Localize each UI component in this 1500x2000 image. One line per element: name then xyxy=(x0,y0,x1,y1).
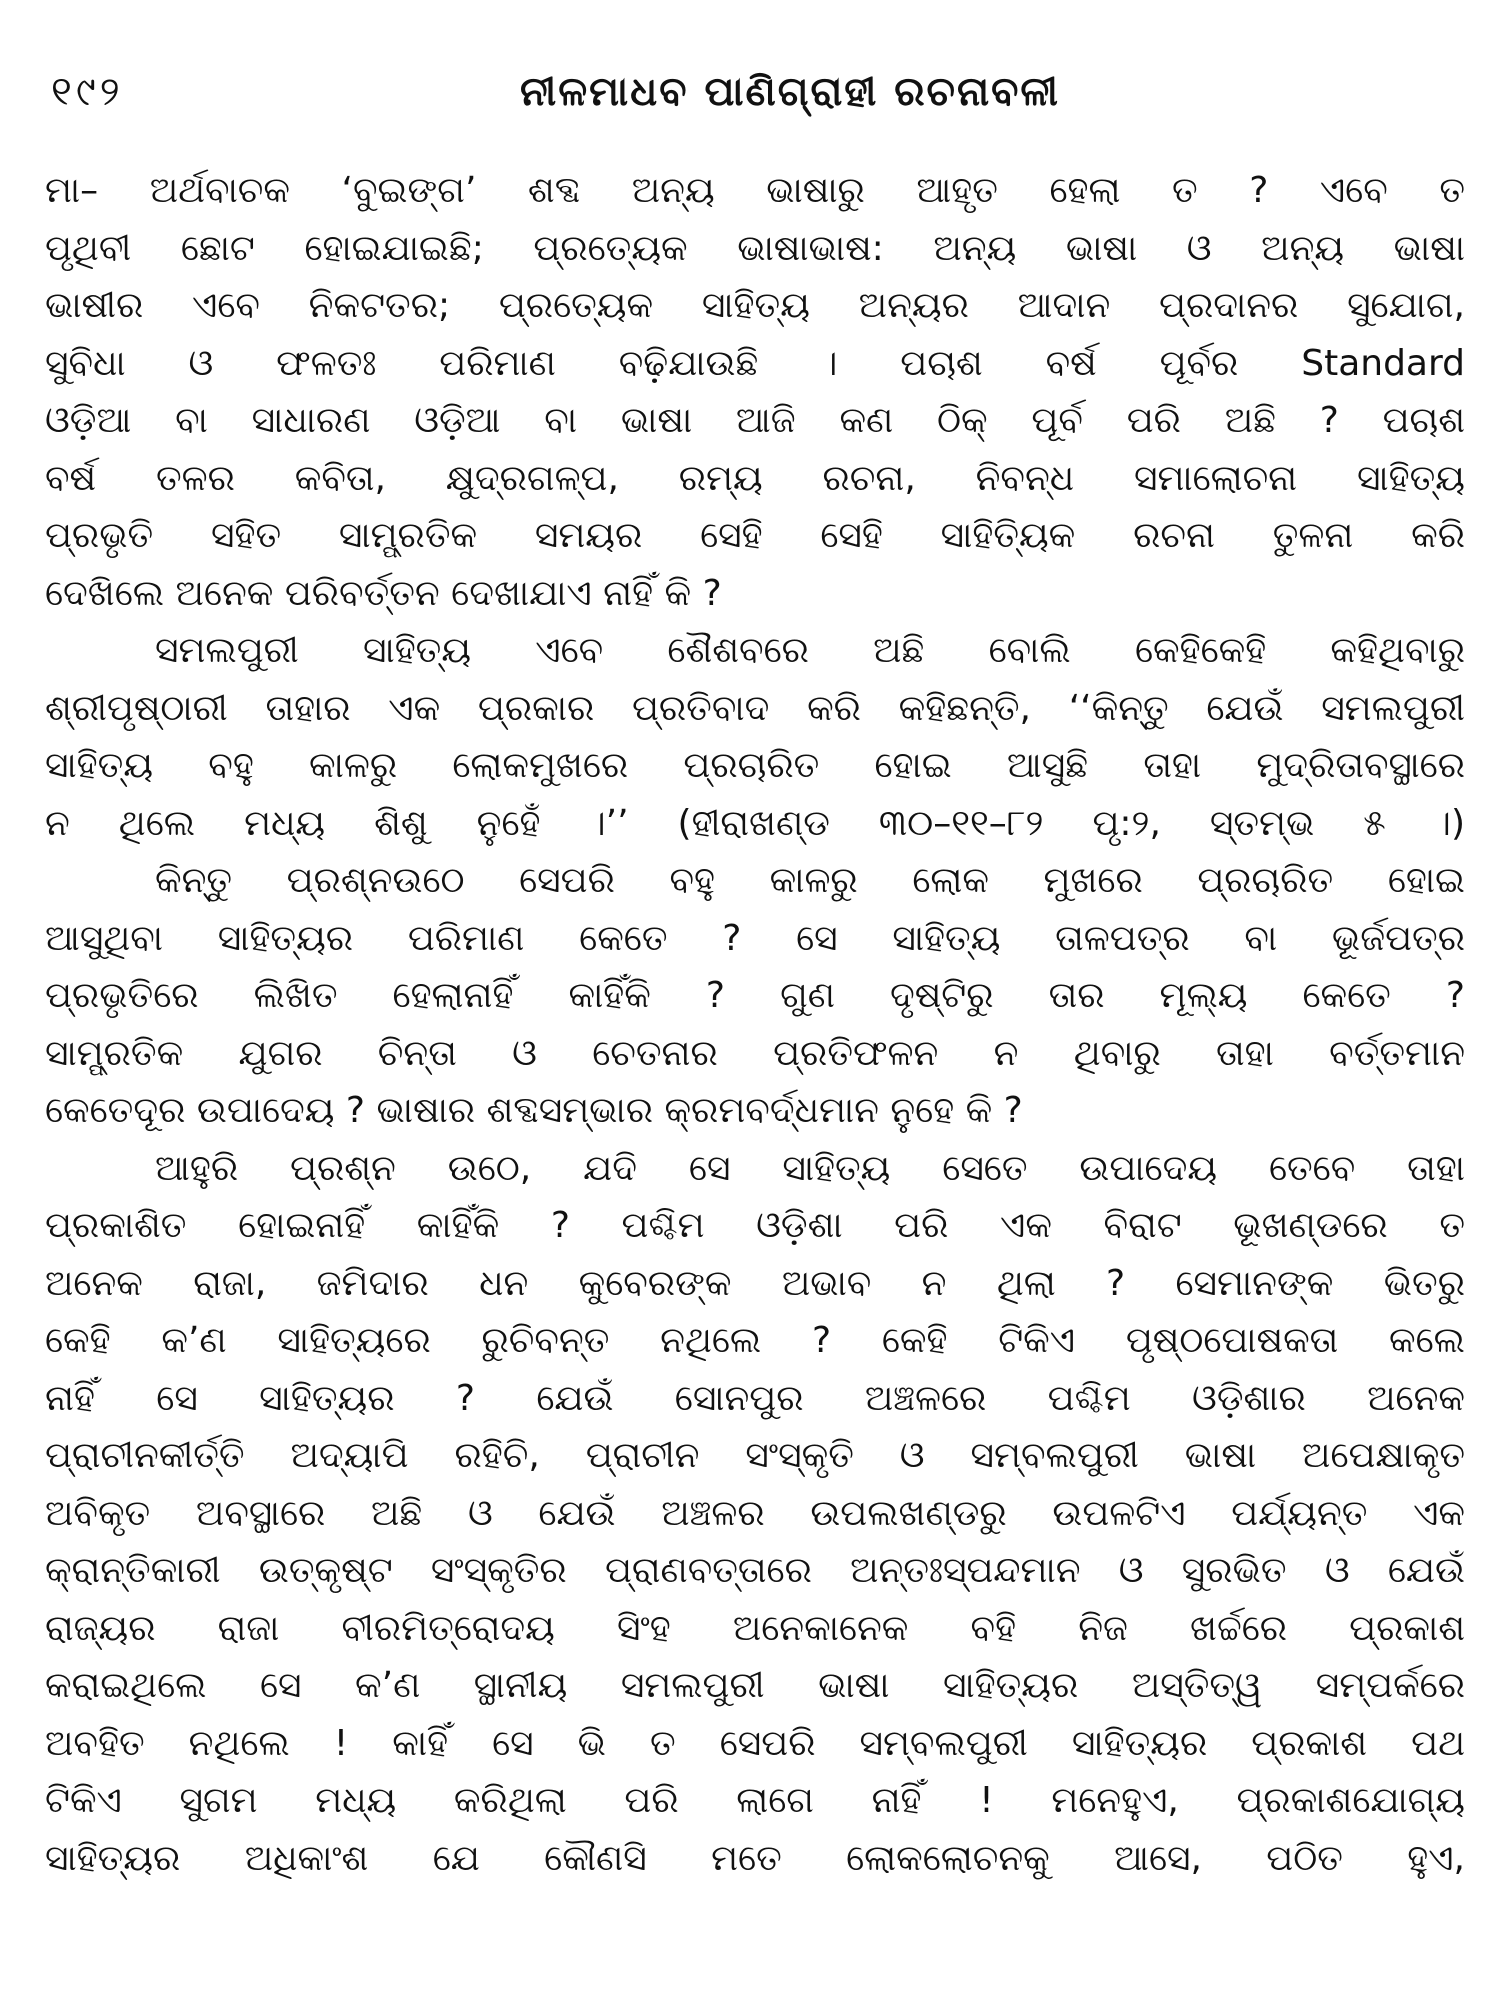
text-line: ଆହୁରି ପ୍ରଶ୍ନ ଉଠେ, ଯଦି ସେ ସାହିତ୍ୟ ସେତେ ଉପାଦେୟ ତେବେ ତାହା xyxy=(155,1147,1465,1189)
text-line: ନାହିଁ ସେ ସାହିତ୍ୟର ? ଯେଉଁ ସୋନପୁର ଅଞ୍ଚଳରେ ପଶ୍ଚିମ ଓଡ଼ିଶାର ଅନେକ xyxy=(45,1377,1465,1419)
text-line: ଟିକିଏ ସୁଗମ ମଧ୍ୟ କରିଥିଲା ପରି ଲାଗେ ନାହିଁ ! ମନେହୁଏ, ପ୍ରକାଶଯୋଗ୍ୟ xyxy=(45,1780,1465,1821)
running-title: ନୀଳମାଧବ ପାଣିଗ୍ରାହୀ ରଚନାବଳୀ xyxy=(519,69,1061,115)
text-line: ସାହିତ୍ୟର ଅଧିକାଂଶ ଯେ କୌଣସି ମତେ ଲୋକଲୋଚନକୁ ଆସେ, ପଠିତ ହୁଏ, xyxy=(45,1837,1465,1879)
text-line: ଭାଷୀର ଏବେ ନିକଟତର; ପ୍ରତ୍ୟେକ ସାହିତ୍ୟ ଅନ୍ୟର ଆଦାନ ପ୍ରଦାନର ସୁଯୋଗ, xyxy=(45,285,1465,326)
text-line: ବର୍ଷ ତଳର କବିତା, କ୍ଷୁଦ୍ରଗଳ୍ପ, ରମ୍ୟ ରଚନା, ନିବନ୍ଧ ସମାଲୋଚନା ସାହିତ୍ୟ xyxy=(45,457,1465,499)
paragraph-3 xyxy=(45,852,1465,1140)
text-line: ଦେଖିଲେ ଅନେକ ପରିବର୍ତ୍ତନ ଦେଖାଯାଏ ନାହିଁ କି ? xyxy=(45,572,722,614)
text-line: ନ ଥିଲେ ମଧ୍ୟ ଶିଶୁ ନୁହେଁ ।’’ (ହୀରାଖଣ୍ଡ ୩୦–୧୧–୮୨ ପୃ:୨, ସ୍ତମ୍ଭ ୫ ।) xyxy=(45,802,1465,844)
text-line: କରାଇଥିଲେ ସେ କ’ଣ ସ୍ଥାନୀୟ ସମଲପୁରୀ ଭାଷା ସାହିତ୍ୟର ଅସ୍ତିତ୍ୱ ସମ୍ପର୍କରେ xyxy=(45,1665,1465,1706)
page-number: ୧୯୨ xyxy=(51,69,124,115)
text-line: ଆସୁଥିବା ସାହିତ୍ୟର ପରିମାଣ କେତେ ? ସେ ସାହିତ୍ୟ ତାଳପତ୍ର ବା ଭୂର୍ଜପତ୍ର xyxy=(45,917,1465,959)
text-line: ଓଡ଼ିଆ ବା ସାଧାରଣ ଓଡ଼ିଆ ବା ଭାଷା ଆଜି କଣ ଠିକ୍ ପୂର୍ବ ପରି ଅଛି ? ପଚାଶ xyxy=(45,400,1465,441)
text-line: ସୁବିଧା ଓ ଫଳତଃ ପରିମାଣ ବଢ଼ିଯାଉଛି । ପଚାଶ ବର୍ଷ ପୂର୍ବର Standard xyxy=(45,342,1465,384)
page-header xyxy=(45,62,1465,122)
paragraph-2 xyxy=(45,622,1465,852)
paragraph-1 xyxy=(45,162,1465,622)
text-line: ସାମ୍ପ୍ରତିକ ଯୁଗର ଚିନ୍ତା ଓ ଚେତନାର ପ୍ରତିଫଳନ ନ ଥିବାରୁ ତାହା ବର୍ତ୍ତମାନ xyxy=(45,1032,1465,1074)
text-line: ପ୍ରାଚୀନକୀର୍ତ୍ତି ଅଦ୍ୟାପି ରହିଚି, ପ୍ରାଚୀନ ସଂସ୍କୃତି ଓ ସମ୍ବଲପୁରୀ ଭାଷା ଅପେକ୍ଷାକୃତ xyxy=(45,1435,1465,1476)
text-line: ମା– ଅର୍ଥବାଚକ ‘ବୁଇଙ୍ଗ’ ଶବ୍ଦ ଅନ୍ୟ ଭାଷାରୁ ଆହୃତ ହେଲା ତ ? ଏବେ ତ xyxy=(45,170,1465,211)
text-line: ପ୍ରଭୃତି ସହିତ ସାମ୍ପ୍ରତିକ ସମୟର ସେହି ସେହି ସାହିତ୍ୟିକ ରଚନା ତୁଳନା କରି xyxy=(45,515,1465,556)
text-line: ଅବିକୃତ ଅବସ୍ଥାରେ ଅଛି ଓ ଯେଉଁ ଅଞ୍ଚଳର ଉପଲଖଣ୍ଡରୁ ଉପଳଟିଏ ପର୍ଯ୍ୟନ୍ତ ଏକ xyxy=(45,1492,1465,1534)
text-line: କିନ୍ତୁ ପ୍ରଶ୍ନଉଠେ ସେପରି ବହୁ କାଳରୁ ଲୋକ ମୁଖରେ ପ୍ରଚାରିତ ହୋଇ xyxy=(155,860,1465,901)
text-line: ପ୍ରକାଶିତ ହୋଇନାହିଁ କାହିଁକି ? ପଶ୍ଚିମ ଓଡ଼ିଶା ପରି ଏକ ବିରାଟ ଭୂଖଣ୍ଡରେ ତ xyxy=(45,1205,1465,1246)
paragraph-4 xyxy=(45,1140,1465,1888)
text-line: ପ୍ରଭୃତିରେ ଲିଖିତ ହେଲାନାହିଁ କାହିଁକି ? ଗୁଣ ଦୃଷ୍ଟିରୁ ତାର ମୂଲ୍ୟ କେତେ ? xyxy=(45,975,1465,1016)
text-line: ସମଲପୁରୀ ସାହିତ୍ୟ ଏବେ ଶୈଶବରେ ଅଛି ବୋଲି କେହିକେହି କହିଥିବାରୁ xyxy=(155,630,1465,671)
text-line: ଅନେକ ରାଜା, ଜମିଦାର ଧନ କୁବେରଙ୍କ ଅଭାବ ନ ଥିଲା ? ସେମାନଙ୍କ ଭିତରୁ xyxy=(45,1262,1465,1304)
text-line: କେତେଦୂର ଉପାଦେୟ ? ଭାଷାର ଶବ୍ଦସମ୍ଭାର କ୍ରମବର୍ଦ୍ଧମାନ ନୁହେ କି ? xyxy=(45,1090,1023,1131)
body-text xyxy=(45,162,1465,1887)
text-line: ଅବହିତ ନଥିଲେ ! କାହିଁ ସେ ଭି ତ ସେପରି ସମ୍ବଲପୁରୀ ସାହିତ୍ୟର ପ୍ରକାଶ ପଥ xyxy=(45,1722,1465,1764)
text-line: ପୃଥିବୀ ଛୋଟ ହୋଇଯାଇଛି; ପ୍ରତ୍ୟେକ ଭାଷାଭାଷ: ଅନ୍ୟ ଭାଷା ଓ ଅନ୍ୟ ଭାଷା xyxy=(45,227,1465,269)
text-line: କେହି କ’ଣ ସାହିତ୍ୟରେ ରୁଚିବନ୍ତ ନଥିଲେ ? କେହି ଟିକିଏ ପୃଷ୍ଠପୋଷକତା କଲେ xyxy=(45,1320,1465,1361)
text-line: ଶ୍ରୀପୃଷ୍ଠାରୀ ତାହାର ଏକ ପ୍ରକାର ପ୍ରତିବାଦ କରି କହିଛନ୍ତି, ‘‘କିନ୍ତୁ ଯେଉଁ ସମଲପୁରୀ xyxy=(45,687,1465,729)
text-line: କ୍ରାନ୍ତିକାରୀ ଉତ୍କୃଷ୍ଟ ସଂସ୍କୃତିର ପ୍ରାଣବତ୍ତାରେ ଅନ୍ତଃସ୍ପନ୍ଦମାନ ଓ ସୁରଭିତ ଓ ଯେଉଁ xyxy=(45,1550,1465,1591)
text-line: ସାହିତ୍ୟ ବହୁ କାଳରୁ ଲୋକମୁଖରେ ପ୍ରଚାରିତ ହୋଇ ଆସୁଛି ତାହା ମୁଦ୍ରିତାବସ୍ଥାରେ xyxy=(45,745,1465,786)
text-line: ରାଜ୍ୟର ରାଜା ବୀରମିତ୍ରୋଦୟ ସିଂହ ଅନେକାନେକ ବହି ନିଜ ଖର୍ଚ୍ଚରେ ପ୍ରକାଶ xyxy=(45,1607,1465,1649)
